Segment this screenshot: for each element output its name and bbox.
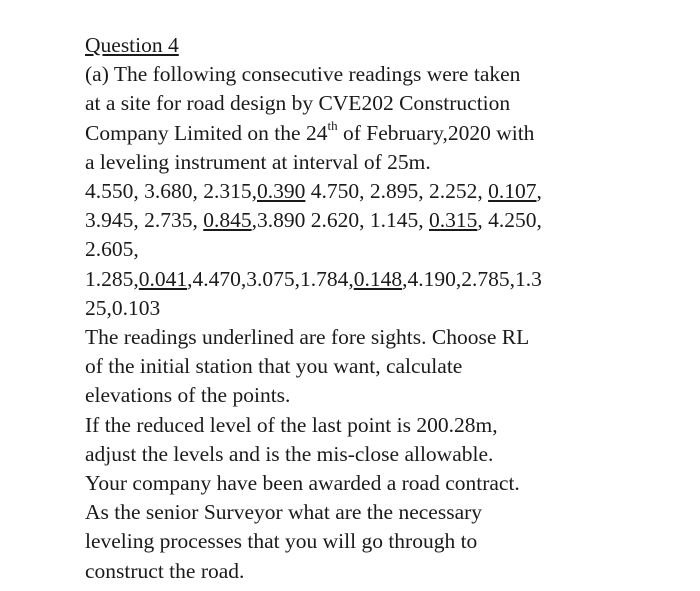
instruction-line: of the initial station that you want, calculate: [85, 354, 463, 379]
reading-text: 4.750, 2.895, 2.252,: [305, 179, 489, 204]
question-document: [85, 31, 685, 586]
question-heading: Question 4: [85, 33, 179, 57]
readings-line-4: [85, 265, 685, 294]
reading-text: 1.285,: [85, 266, 139, 291]
ordinal-suffix: th: [327, 118, 338, 134]
intro-line-3: [85, 119, 685, 148]
foresight-reading: 0.390: [257, 179, 306, 204]
intro-line-2: at a site for road design by CVE202 Construction: [85, 91, 511, 116]
reading-text: , 4.250,: [477, 208, 542, 233]
intro-line-4: a leveling instrument at interval of 25m.: [85, 149, 431, 174]
intro-line-3-end: of February,2020 with: [337, 120, 535, 145]
readings-line-2: [85, 206, 685, 235]
instruction-line: elevations of the points.: [85, 383, 291, 408]
readings-line-3: [85, 235, 685, 264]
instruction-line: As the senior Surveyor what are the necessary: [85, 500, 483, 525]
reading-text: ,4.470,3.075,1.784,: [187, 266, 354, 291]
instruction-line: adjust the levels and is the mis-close allowable.: [85, 441, 494, 466]
foresight-reading: 0.315: [429, 208, 478, 233]
reading-text: ,: [536, 179, 542, 204]
foresight-reading: 0.041: [138, 266, 188, 291]
instruction-line: construct the road.: [85, 558, 245, 583]
foresight-reading: 0.148: [353, 266, 403, 291]
instruction-line: leveling processes that you will go through to: [85, 529, 478, 554]
foresight-reading: 0.845: [203, 208, 252, 233]
readings-line-1: [85, 177, 685, 206]
readings-line-5: [85, 294, 685, 323]
instruction-line: The readings underlined are fore sights. Choose RL: [85, 325, 530, 350]
intro-line-3-start: Company Limited on the 24: [85, 120, 328, 145]
reading-text: ,3.890 2.620, 1.145,: [251, 208, 429, 233]
instruction-line: Your company have been awarded a road contract.: [85, 471, 520, 496]
foresight-reading: 0.107: [488, 179, 537, 204]
instruction-line: If the reduced level of the last point is 200.28m,: [85, 412, 498, 437]
reading-text: 25,0.103: [85, 295, 161, 320]
reading-text: 2.605,: [85, 237, 139, 262]
intro-line-1: (a) The following consecutive readings were taken: [85, 62, 521, 87]
reading-text: ,4.190,2.785,1.3: [402, 266, 542, 291]
reading-text: 3.945, 2.735,: [85, 208, 204, 233]
reading-text: 4.550, 3.680, 2.315,: [85, 179, 257, 204]
